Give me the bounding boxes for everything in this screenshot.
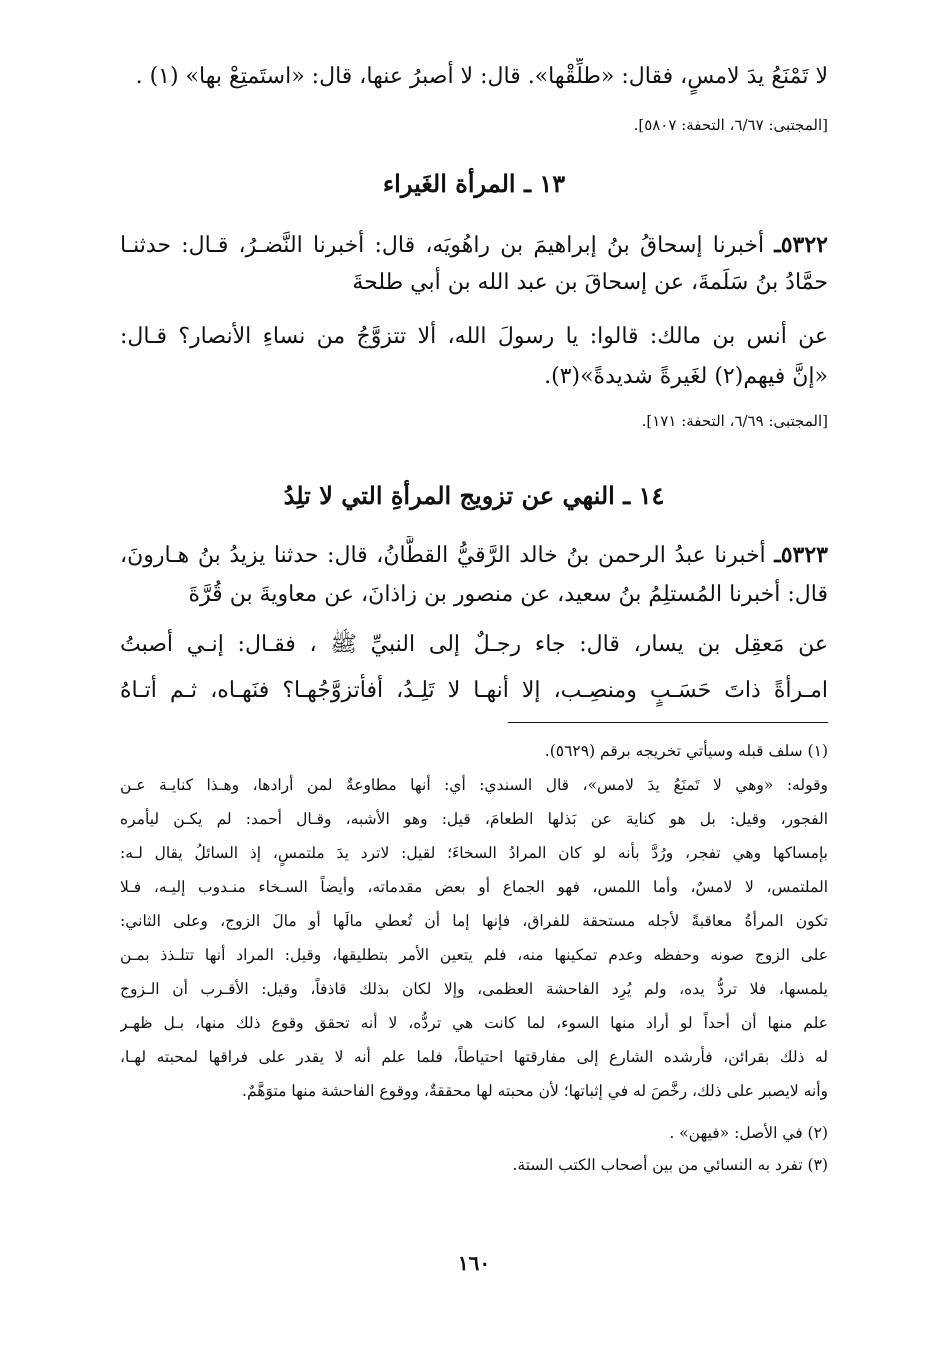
hadith-5323-line-3: عن مَعقِل بن يسار، قال: جاء رجـلٌ إلى النبيِّ ﷺ ، فقـال: إنـي أصبتُ xyxy=(120,632,828,657)
hadith-5323-line-1-text: أخبرنا عبدُ الرحمن بنُ خالد الرَّقيُّ القطَّانُ، قال: حدثنا يزيدُ بنُ هـارونَ، xyxy=(120,543,775,568)
footnote-2: (٢) في الأصل: «فيهن» . xyxy=(669,1124,828,1142)
source-reference-5322: [المجتبى: ٦/٦٩، التحفة: ١٧١]. xyxy=(641,412,828,430)
hadith-5323-line-1 xyxy=(120,536,828,576)
hadith-5322-line-1-text: أخبرنا إسحاقُ بنُ إبراهيمَ بن راهُويَه، قال: أخبرنا النَّضـرُ، قـال: حدثنـا xyxy=(120,233,775,258)
hadith-5323-line-4: امـرأةً ذاتَ حَسَـبٍ ومنصِـب، إلا أنهـا لا تَلِـدُ، أفأتزوَّجُهـا؟ فنَهـاه، ثـم أتـاهُ xyxy=(120,678,828,703)
section-13-title: ١٣ ـ المرأة الغَيراء xyxy=(382,169,566,198)
footnote-1-commentary-line: تكون المرأةُ معاقبةً لأجله مستحقة للفراق، فإنها إما أن تُعطي مالَها أو مالَ الزوج، وعلى الثاني: xyxy=(120,912,828,930)
hadith-5323-line-2: قال: أخبرنا المُستلِمُ بنُ سعيد، عن منصور بن زاذانَ، عن معاويةَ بن قُرَّةَ xyxy=(188,582,828,607)
footnote-1-commentary-line: وقوله: «وهي لا تَمنَعُ يدَ لامس»، قال السندي: أي: أنها مطاوعةٌ لمن أرادها، وهـذا كنايـة عـن xyxy=(120,776,828,794)
footnote-1-commentary-line: له ذلك بقرائن، فأرشده الشارع إلى مفارقتها احتياطاً، فلما علم أنه لا يقدر على فراقها لمحبته لهـا، xyxy=(120,1048,828,1066)
source-reference-top: [المجتبى: ٦/٦٧، التحفة: ٥٨٠٧]. xyxy=(633,116,828,134)
footnote-divider xyxy=(508,722,828,723)
hadith-5322-line-4: «إنَّ فيهم(٢) لغَيرةً شديدةً»(٣). xyxy=(544,364,828,389)
page-number: ١٦٠ xyxy=(457,1251,491,1275)
footnote-1-commentary-line: يلمسها، فلا تردُّ يده، ولم يُرِد الفاحشة العظمى، وإلا لكان بذلك قاذفاً، وقيل: الأقـرب أن الـزوج xyxy=(120,980,828,998)
footnote-1-commentary-line: على الزوج صونه وحفظه وعدم تمكينها منه، فلم يتعين الأمر بتطليقها، وقيل: المراد أنها تتلـذذ بمـن xyxy=(120,946,828,964)
footnote-1-commentary-line: وأنه لايصبر على ذلك، رخَّصَ له في إثباتها؛ لأن محبته لها محققةٌ، ووقوع الفاحشة منها متوَهَّمٌ. xyxy=(242,1082,828,1100)
hadith-5322-line-1 xyxy=(120,226,828,266)
footnote-1-commentary-line: علم منها أن أحداً لو أراد منها السوء، لما كانت هي تردُّه، لا أنه تحقق وقوع ذلك منها، بـل ظهـر xyxy=(120,1014,828,1032)
hadith-5322-line-3: عن أنس بن مالك: قالوا: يا رسولَ الله، ألا تتزوَّجُ من نساءِ الأنصار؟ قـال: xyxy=(120,324,828,349)
footnote-1: (١) سلف قبله وسيأتي تخريجه برقم (٥٦٢٩). xyxy=(544,742,828,760)
hadith-number-5323: ٥٣٢٣ـ xyxy=(774,542,828,568)
footnote-3: (٣) تفرد به النسائي من بين أصحاب الكتب الستة. xyxy=(512,1156,828,1174)
section-14-title: ١٤ ـ النهي عن تزويج المرأةِ التي لا تلِدُ xyxy=(283,481,665,510)
footnote-1-commentary-line: الفجور، وقيل: بل هو كناية عن بَذلها الطعامَ، قيل: وهو الأشبه، وقـال أحمد: لم يكـن ليأمره xyxy=(120,810,828,828)
body-line-top: لا تَمْنَعُ يدَ لامسٍ، فقال: «طلِّقْها». قال: لا أصبرُ عنها، قال: «استَمتِعْ بها» (١) . xyxy=(135,64,828,89)
footnote-1-commentary-line: بإمساكها وهي تفجر، ورُدَّ بأنه لو كان المرادُ السخاءَ؛ لقيل: لاترد يدَ ملتمسٍ، إذ السائلُ يقال لـه: xyxy=(120,844,828,862)
hadith-number-5322: ٥٣٢٢ـ xyxy=(774,232,828,258)
hadith-5322-line-2: حمَّادُ بنُ سَلَمةَ، عن إسحاقَ بن عبد الله بن أبي طلحةَ xyxy=(352,270,828,295)
footnote-1-commentary-line: الملتمس، لا لامسٌ، وأما اللمس، فهو الجماع أو بعض مقدماته، وأيضاً السـخاء منـدوب إليـه، فـلا xyxy=(120,878,828,896)
